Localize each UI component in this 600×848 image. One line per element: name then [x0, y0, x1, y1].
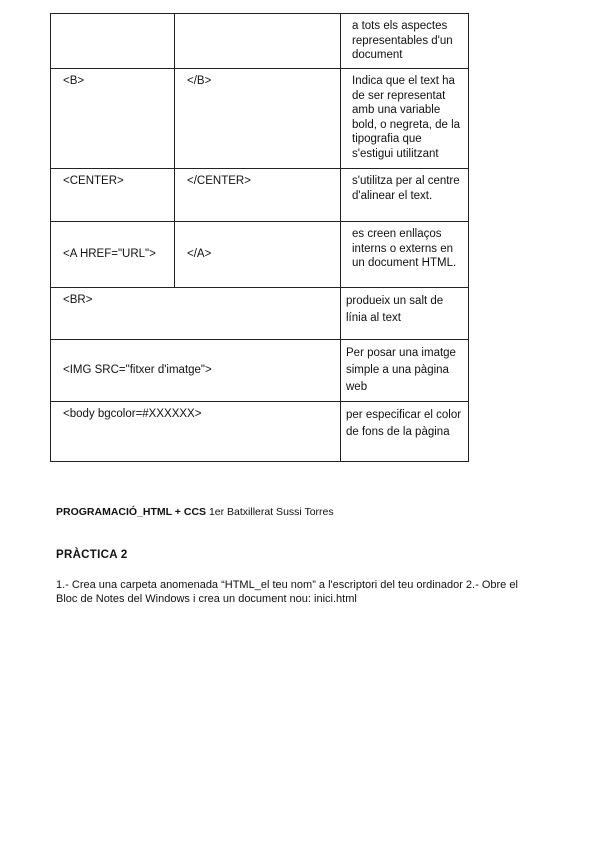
- course-title: PROGRAMACIÓ_HTML + CCS: [56, 506, 207, 518]
- description-cell: per especificar el color de fons de la pàgina: [341, 402, 469, 462]
- table-row: [51, 69, 469, 169]
- tag-cell: <IMG SRC="fitxer d'imatge">: [51, 340, 341, 402]
- close-tag-cell: [175, 14, 341, 69]
- description-cell: es creen enllaços interns o externs en un document HTML.: [341, 222, 469, 288]
- description-cell: s'utilitza per al centre d'alinear el text.: [341, 169, 469, 222]
- table-row: [51, 222, 469, 288]
- table-row: [51, 169, 469, 222]
- open-tag-cell: <CENTER>: [51, 169, 175, 222]
- open-tag-cell: <B>: [51, 69, 175, 169]
- description-cell: Per posar una imatge simple a una pàgina web: [341, 340, 469, 402]
- course-info: [56, 506, 334, 518]
- description-cell: a tots els aspectes representables d'un document: [341, 14, 469, 69]
- table-row: [51, 402, 469, 462]
- tag-cell: <BR>: [51, 288, 341, 340]
- open-tag-cell: <A HREF="URL">: [51, 222, 175, 288]
- tag-cell: <body bgcolor=#XXXXXX>: [51, 402, 341, 462]
- course-details: 1er Batxillerat Sussi Torres: [206, 506, 334, 518]
- close-tag-cell: </B>: [175, 69, 341, 169]
- practice-heading: PRÀCTICA 2: [56, 549, 128, 561]
- close-tag-cell: </A>: [175, 222, 341, 288]
- open-tag-cell: [51, 14, 175, 69]
- practice-instructions: 1.- Crea una carpeta anomenada “HTML_el teu nom” a l'escriptori del teu ordinador 2.- Obre el Bloc de Notes del Windows i crea un document nou: inici.html: [56, 579, 518, 605]
- description-cell: Indica que el text ha de ser representat amb una variable bold, o negreta, de la tipografia que s'estigui utilitzant: [341, 69, 469, 169]
- description-cell: produeix un salt de línia al text: [341, 288, 469, 340]
- table-row: [51, 14, 469, 69]
- table-row: [51, 288, 469, 340]
- close-tag-cell: </CENTER>: [175, 169, 341, 222]
- table-row: [51, 340, 469, 402]
- html-tags-table: [50, 13, 469, 462]
